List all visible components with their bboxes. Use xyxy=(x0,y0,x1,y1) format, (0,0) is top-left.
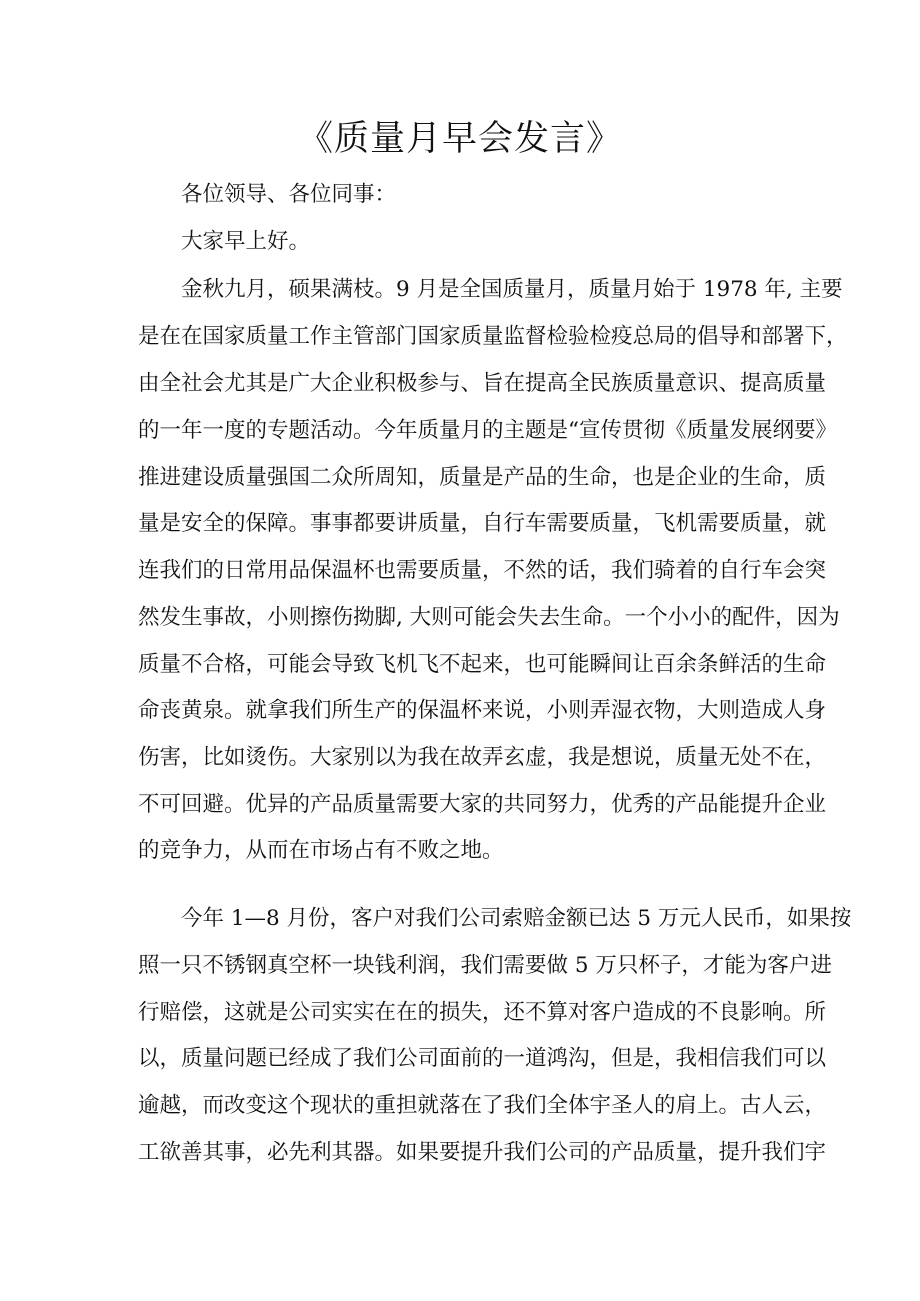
paragraph-line: 逾越，而改变这个现状的重担就落在了我们全体宇圣人的肩上。古人云， xyxy=(138,1093,827,1118)
paragraph-line: 由全社会尤其是广大企业积极参与、旨在提高全民族质量意识、提高质量 xyxy=(138,371,827,396)
paragraph-line: 质量不合格，可能会导致飞机飞不起来，也可能瞬间让百余条鲜活的生命 xyxy=(138,652,827,677)
paragraph-line: 照一只不锈钢真空杯一块钱利润，我们需要做 5 万只杯子，才能为客户进 xyxy=(138,953,832,978)
paragraph-line: 推进建设质量强国二众所周知，质量是产品的生命，也是企业的生命，质 xyxy=(138,465,827,490)
greeting: 大家早上好。 xyxy=(181,229,311,254)
paragraph-line: 然发生事故，小则擦伤拗脚, 大则可能会失去生命。一个小小的配件，因为 xyxy=(138,605,840,630)
paragraph-line: 命丧黄泉。就拿我们所生产的保温杯来说，小则弄湿衣物，大则造成人身 xyxy=(138,698,827,723)
paragraph-line: 不可回避。优异的产品质量需要大家的共同努力，优秀的产品能提升企业 xyxy=(138,792,827,817)
paragraph-line: 量是安全的保障。事事都要讲质量，自行车需要质量，飞机需要质量，就 xyxy=(138,511,827,536)
paragraph-line: 今年 1—8 月份，客户对我们公司索赔金额已达 5 万元人民币，如果按 xyxy=(181,906,852,931)
paragraph-line: 以，质量问题已经成了我们公司面前的一道鸿沟，但是，我相信我们可以 xyxy=(138,1046,827,1071)
paragraph-line: 的竞争力，从而在市场占有不败之地。 xyxy=(138,838,504,863)
paragraph-line: 连我们的日常用品保温杯也需要质量，不然的话，我们骑着的自行车会突 xyxy=(138,558,827,583)
paragraph-line: 是在在国家质量工作主管部门国家质量监督检验检疫总局的倡导和部署下， xyxy=(138,324,848,349)
paragraph-line: 的一年一度的专题活动。今年质量月的主题是“宣传贯彻《质量发展纲要》 xyxy=(138,418,837,443)
salutation: 各位领导、各位同事： xyxy=(181,182,397,207)
paragraph-line: 金秋九月，硕果满枝。9 月是全国质量月，质量月始于 1978 年, 主要 xyxy=(181,277,843,302)
paragraph-line: 工欲善其事，必先利其器。如果要提升我们公司的产品质量，提升我们宇 xyxy=(138,1140,827,1165)
paragraph-line: 伤害，比如烫伤。大家别以为我在故弄玄虚，我是想说，质量无处不在， xyxy=(138,745,827,770)
paragraph-line: 行赔偿，这就是公司实实在在的损失，还不算对客户造成的不良影响。所 xyxy=(138,1000,827,1025)
document-title: 《质量月早会发言》 xyxy=(297,119,622,159)
